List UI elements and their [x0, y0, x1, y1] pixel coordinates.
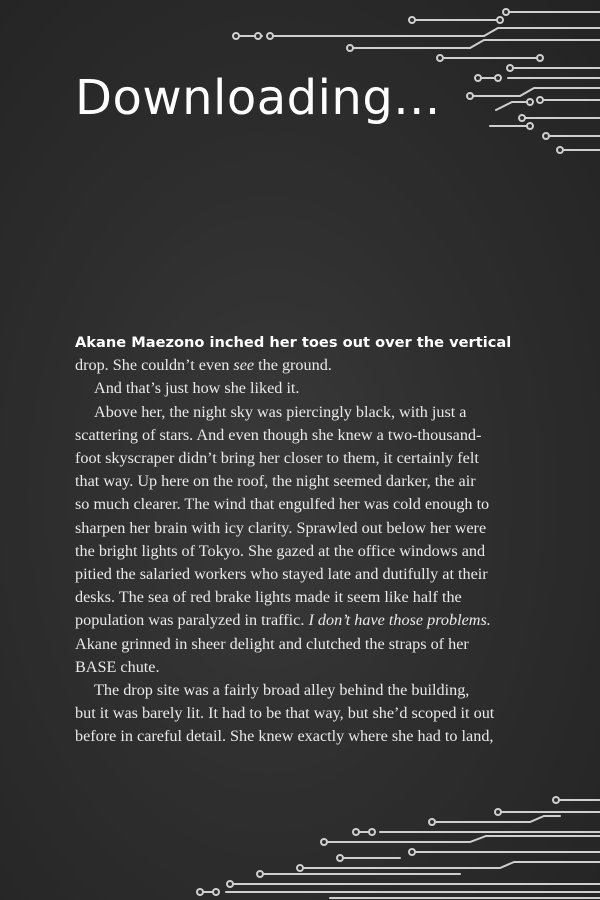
- chapter-title: Downloading...: [75, 70, 441, 126]
- text-line: sharpen her brain with icy clarity. Sprawled out below her were: [75, 518, 487, 537]
- text-line: And that’s just how she liked it.: [94, 379, 300, 398]
- text-line: so much clearer. The wind that engulfed her was cold enough to: [75, 495, 490, 514]
- chapter-body: [75, 331, 530, 749]
- text-line: desks. The sea of red brake lights made it seem like half the: [75, 588, 462, 607]
- opening-line: Akane Maezono inched her toes out over the vertical: [75, 334, 512, 351]
- text-line: population was paralyzed in traffic. I don’t have those problems.: [75, 611, 491, 630]
- text-line: the bright lights of Tokyo. She gazed at the office windows and: [75, 541, 486, 560]
- text-line: Akane grinned in sheer delight and clutched the straps of her: [75, 634, 469, 653]
- text-line: before in careful detail. She knew exactly where she had to land,: [75, 727, 494, 746]
- text-line: but it was barely lit. It had to be that way, but she’d scoped it out: [75, 704, 495, 723]
- text-line: drop. She couldn’t even see the ground.: [75, 356, 332, 375]
- text-line: pitied the salaried workers who stayed late and dutifully at their: [75, 565, 488, 584]
- text-line: The drop site was a fairly broad alley behind the building,: [94, 681, 470, 700]
- text-line: Above her, the night sky was piercingly black, with just a: [94, 402, 467, 421]
- text-line: scattering of stars. And even though she knew a two-thousand-: [75, 425, 482, 444]
- text-line: that way. Up here on the roof, the night seemed darker, the air: [75, 472, 476, 491]
- text-line: foot skyscraper didn’t bring her closer to them, it certainly felt: [75, 449, 479, 468]
- text-line: BASE chute.: [75, 657, 160, 676]
